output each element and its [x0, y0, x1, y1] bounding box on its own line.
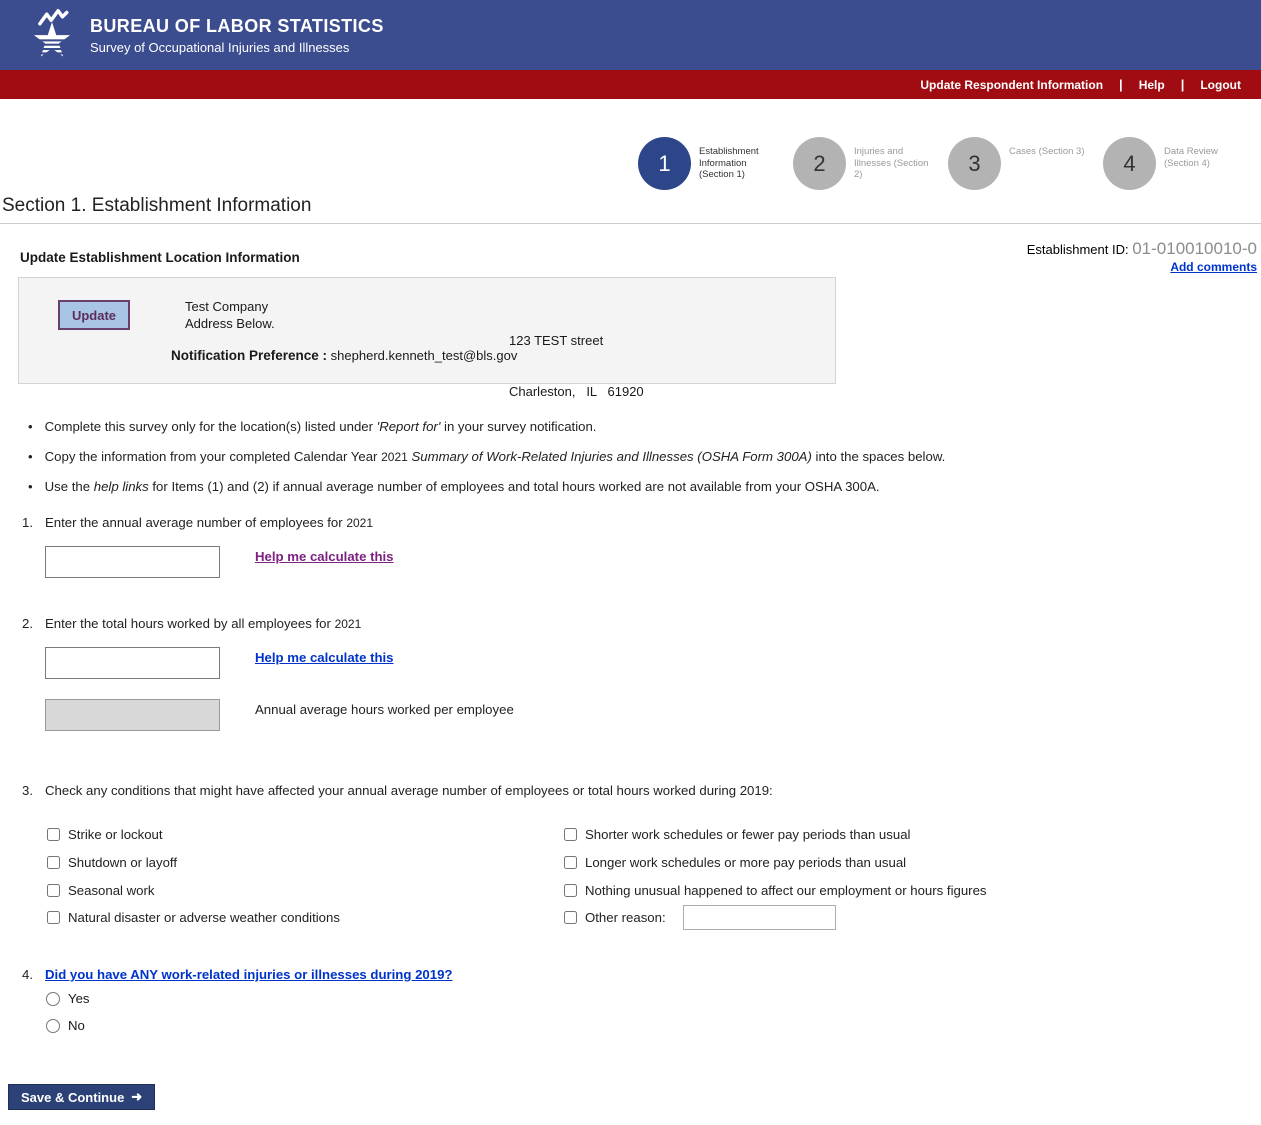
nav-help-link[interactable]: Help: [1138, 77, 1165, 92]
q4-radio-no-input[interactable]: [46, 1019, 60, 1033]
instruction-list: [28, 412, 945, 502]
stepper-step-2[interactable]: [793, 137, 945, 190]
checkbox-label: Nothing unusual happened to affect our employment or hours figures: [585, 883, 987, 898]
checkbox-nothing-unusual-input[interactable]: [564, 884, 577, 897]
q4-injuries-question-link[interactable]: Did you have ANY work-related injuries or illnesses during 2019?: [45, 967, 453, 982]
notification-preference-label: Notification Preference :: [171, 348, 328, 363]
address-line1: 123 TEST street: [509, 333, 604, 348]
checkbox-shorter-schedules[interactable]: [564, 827, 910, 842]
checkbox-other-reason[interactable]: [564, 910, 666, 925]
checkbox-label: Shutdown or layoff: [68, 855, 177, 870]
checkbox-label: Seasonal work: [68, 883, 155, 898]
checkbox-nothing-unusual[interactable]: [564, 883, 987, 898]
app-title: BUREAU OF LABOR STATISTICS: [90, 15, 384, 36]
question-2-label: 2. Enter the total hours worked by all employees for 2021: [22, 616, 362, 631]
establishment-id-label: Establishment ID:: [1026, 242, 1129, 257]
checkbox-strike-or-lockout[interactable]: [47, 827, 163, 842]
step-4-circle: 4: [1103, 137, 1156, 190]
checkbox-natural-disaster-input[interactable]: [47, 911, 60, 924]
save-continue-label: Save & Continue: [21, 1089, 125, 1105]
checkbox-seasonal-work-input[interactable]: [47, 884, 60, 897]
step-1-circle: 1: [638, 137, 691, 190]
q2-average-hours-readonly-input: [45, 699, 220, 731]
company-name: Test Company: [185, 299, 269, 314]
q1-help-calculate-link[interactable]: Help me calculate this: [255, 549, 394, 564]
other-reason-text-input[interactable]: [683, 905, 836, 930]
q4-radio-no[interactable]: [46, 1018, 85, 1033]
question-3-label: 3. Check any conditions that might have affected your annual average number of employees or total hours worked during 2019:: [22, 783, 773, 798]
q1-average-employees-input[interactable]: [45, 546, 220, 578]
app-header: [0, 0, 1261, 70]
step-4-label: Data Review (Section 4): [1164, 146, 1218, 169]
update-location-heading: Update Establishment Location Information: [20, 250, 300, 265]
establishment-info-box: [18, 277, 836, 399]
instruction-bullet-2: • Copy the information from your completed Calendar Year 2021 Summary of Work-Related Injuries and Illnesses (OSHA Form 300A) into the spaces below.: [28, 442, 945, 472]
save-continue-button[interactable]: [8, 1084, 155, 1110]
stepper-step-4[interactable]: [1103, 137, 1255, 190]
checkbox-label: Longer work schedules or more pay periods than usual: [585, 855, 907, 870]
bls-star-logo-icon: [26, 7, 78, 63]
q2-average-hours-label: Annual average hours worked per employee: [255, 702, 514, 717]
radio-label: No: [68, 1018, 85, 1033]
instruction-bullet-3: • Use the help links for Items (1) and (2) if annual average number of employees and total hours worked are not available from your OSHA 300A.: [28, 472, 945, 502]
company-address-note: Address Below.: [185, 316, 275, 331]
nav-separator: |: [1180, 77, 1185, 92]
add-comments-link[interactable]: Add comments: [1170, 260, 1257, 274]
instruction-bullet-1: • Complete this survey only for the location(s) listed under 'Report for' in your survey notification.: [28, 412, 945, 442]
checkbox-strike-or-lockout-input[interactable]: [47, 828, 60, 841]
nav-separator: |: [1119, 77, 1123, 92]
address-line2: Charleston, IL 61920: [509, 384, 644, 399]
step-3-label: Cases (Section 3): [1009, 146, 1085, 157]
establishment-id-value: 01-010010010-0: [1132, 239, 1257, 258]
checkbox-label: Other reason:: [585, 910, 666, 925]
step-2-label: Injuries and Illnesses (Section 2): [854, 146, 929, 180]
checkbox-shutdown-or-layoff-input[interactable]: [47, 856, 60, 869]
step-2-circle: 2: [793, 137, 846, 190]
section-title: Section 1. Establishment Information: [2, 195, 312, 216]
top-nav-bar: [0, 70, 1261, 99]
checkbox-other-reason-input[interactable]: [564, 911, 577, 924]
checkbox-label: Natural disaster or adverse weather conditions: [68, 910, 340, 925]
q2-help-calculate-link[interactable]: Help me calculate this: [255, 650, 394, 665]
step-3-circle: 3: [948, 137, 1001, 190]
checkbox-shutdown-or-layoff[interactable]: [47, 855, 177, 870]
stepper-step-1[interactable]: [638, 137, 790, 190]
section-divider: [0, 223, 1261, 224]
checkbox-longer-schedules-input[interactable]: [564, 856, 577, 869]
checkbox-label: Strike or lockout: [68, 827, 163, 842]
q2-total-hours-input[interactable]: [45, 647, 220, 679]
nav-update-respondent-link[interactable]: Update Respondent Information: [920, 77, 1104, 92]
company-info: [185, 298, 275, 332]
app-subtitle: Survey of Occupational Injuries and Illnesses: [90, 39, 350, 55]
step-1-label: Establishment Information (Section 1): [699, 146, 759, 180]
update-button[interactable]: Update: [58, 300, 130, 330]
question-1-label: 1. Enter the annual average number of employees for 2021: [22, 515, 374, 530]
header-text: [90, 16, 384, 55]
establishment-id: [1027, 239, 1257, 259]
checkbox-shorter-schedules-input[interactable]: [564, 828, 577, 841]
checkbox-label: Shorter work schedules or fewer pay periods than usual: [585, 827, 911, 842]
q4-radio-yes-input[interactable]: [46, 992, 60, 1006]
q4-radio-yes[interactable]: [46, 991, 90, 1006]
radio-label: Yes: [68, 991, 90, 1006]
question-4-label: 4. Did you have ANY work-related injuries or illnesses during 2019?: [22, 967, 453, 982]
stepper-step-3[interactable]: [948, 137, 1100, 190]
checkbox-natural-disaster[interactable]: [47, 910, 340, 925]
checkbox-longer-schedules[interactable]: [564, 855, 906, 870]
nav-logout-link[interactable]: Logout: [1200, 77, 1241, 92]
notification-preference-email: shepherd.kenneth_test@bls.gov: [330, 348, 518, 363]
arrow-right-icon: ➜: [131, 1089, 143, 1104]
notification-preference: [171, 348, 517, 363]
checkbox-seasonal-work[interactable]: [47, 883, 155, 898]
